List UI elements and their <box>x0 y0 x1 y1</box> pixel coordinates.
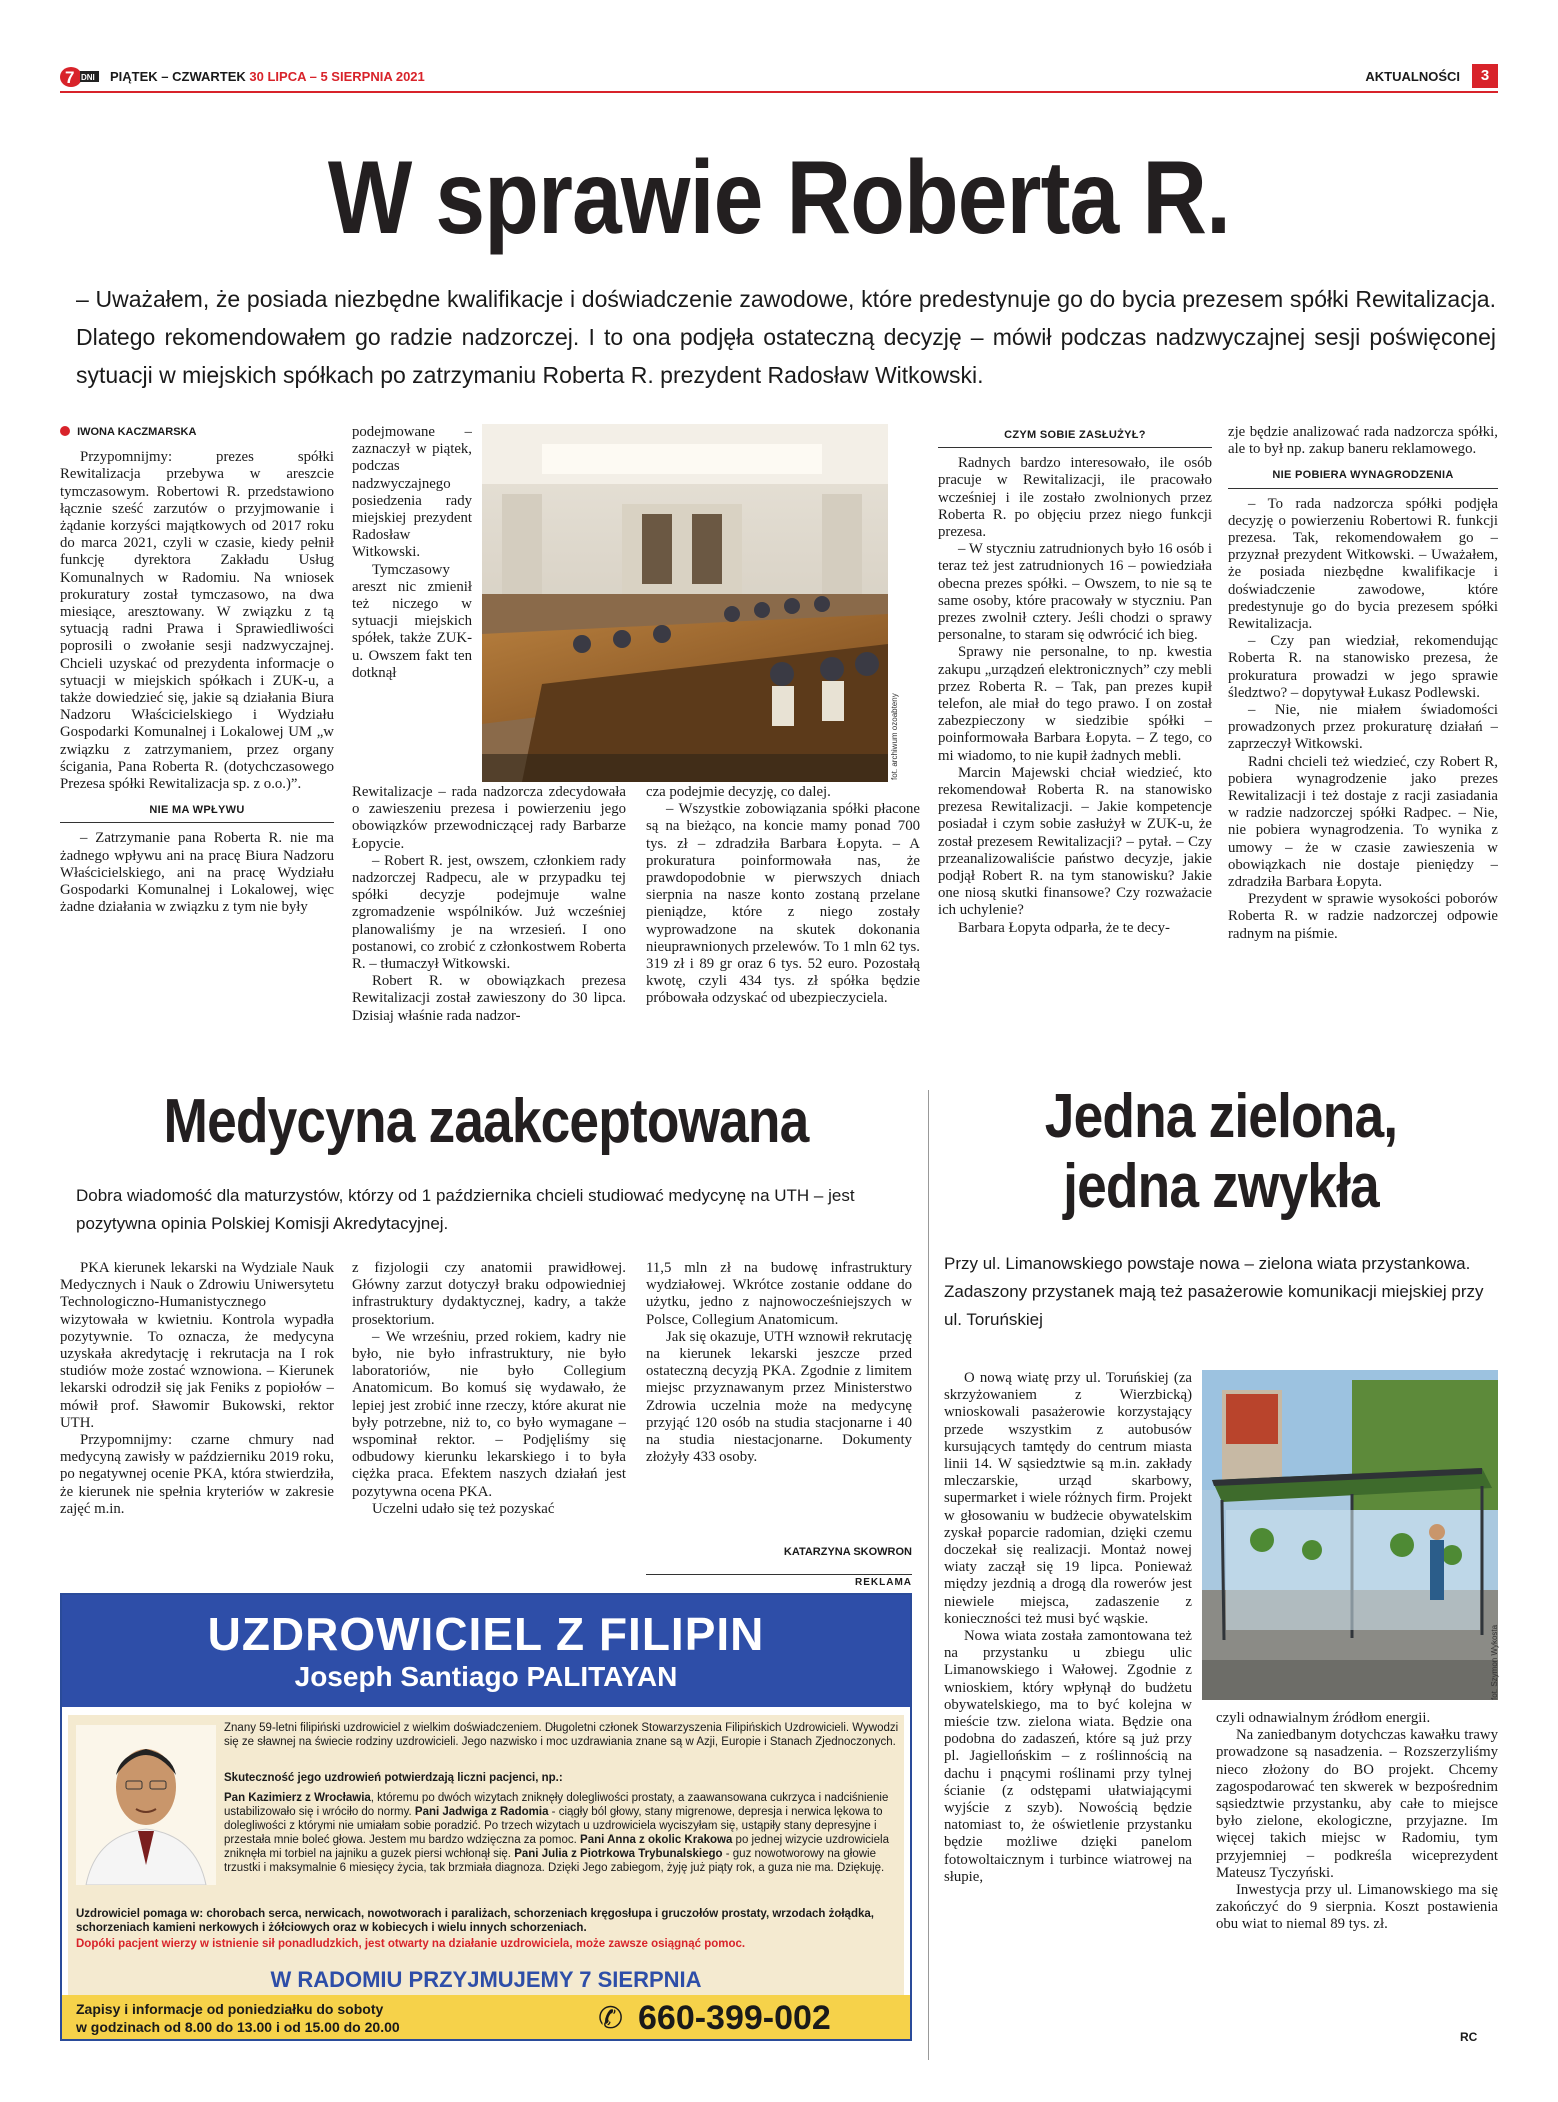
paragraph: – Wszystkie zobowiązania spółki płacone są na bieżąco, na koncie mamy ponad 700 tys. zł – zdradziła Barbara Łopyta. – A prokuratura poinformowała nas, że prawdopodobnie w pierwszych dniach sierpnia na nasze konto zostaną przelane pieniądze, które z niego zostały wyprowadzone na skutek dokonania nieuprawnionych przelewów. To 1 mln 62 tys. 319 zł i 89 gr oraz 6 tys. 52 euro. Pozostałą kwotę, czyli 434 tys. zł spółka będzie próbowała odzyskać od ubezpieczyciela. <box>646 801 920 1007</box>
council-session-photo <box>482 424 888 782</box>
medicine-col-1 <box>60 1260 334 1570</box>
medicine-author: KATARZYNA SKOWRON <box>783 1546 912 1558</box>
medicine-col-3 <box>646 1260 912 1540</box>
date-prefix: PIĄTEK – CZWARTEK <box>110 69 246 84</box>
logo-mark-icon <box>60 66 100 88</box>
paragraph: 11,5 mln zł na budowę infrastruktury wydziałowej. Wkrótce zostanie oddane do użytku, jedno z najnowocześniejszych w Polsce, Collegium Anatomicum. <box>646 1260 912 1328</box>
paragraph: Przypomnijmy: prezes spółki Rewitalizacja przebywa w areszcie tymczasowym. Robertowi R. przedstawiono łącznie sześć zarzutów o przyjmowanie i żądanie korzyści majątkowych od 2017 roku do marca 2021, czyli w czasie, kiedy pełnił funkcję dyrektora Zakładu Usług Komunalnych w Radomiu. Na wniosek prokuratury został tymczasowo, na dwa miesiące, aresztowany. W związku z tą sytuacją radni Prawa i Sprawiedliwości poprosili o zwołanie sesji nadzwyczajnej. Chcieli uzyskać od prezydenta informacje o sytuacji w miejskich spółkach i ZUK-u, a także dowiedzieć się, jakie są działania Biura Nadzoru Właścicielskiego i Wydziału Gospodarki Komunalnej i Lokalowej UM „w związku z zatrzymaniem, przez organy ścigania, Pana Roberta R. (dotychczasowego Prezesa spółki Rewitalizacja sp. z o.o.)”. <box>60 449 334 793</box>
main-col-5 <box>1228 424 1498 1064</box>
testimonial-text: po jednej wizycie uzdrowiciela zniknęła mi torbiel na jajniku a guzek piersi wchłonął się. <box>224 1834 889 1860</box>
logo-number: 7 <box>65 68 75 87</box>
paragraph: z fizjologii czy anatomii prawidłowej. Główny zarzut dotyczył braku odpowiedniej infrastruktury dydaktycznej, kadry, a także prosektorium. <box>352 1260 626 1328</box>
paragraph: Marcin Majewski chciał wiedzieć, kto rekomendował Roberta R. na stanowisko prezesa Rewitalizacji. – Jakie kompetencje posiadał i czym sobie zasłużył w ZUK-u, że został prezesem Rewitalizacji? – pytał. – Czy przeanalizowaliście państwo decyzje, jakie podjął Robert R. na tym stanowisku? Jakie one niosą skutki finansowe? Czy rozważacie ich uchylenie? <box>938 764 1212 919</box>
council-session-image <box>482 424 888 782</box>
shelter-headline-2: jedna zwykła <box>1063 1152 1379 1221</box>
testimonial-text: - ciągły ból głowy, stany migrenowe, depresja i nerwica lękowa to dolegliwości z którymi nie umiałam sobie poradzić. Po trzech wizytach u uzdrowiciela wyciszyłam się, ustąpiły stany depresyjne i przestała mnie boleć głowa. Jestem mu bardzo wdzięczna za pomoc. <box>224 1806 883 1846</box>
main-lead: – Uważałem, że posiada niezbędne kwalifikacje i doświadczenie zawodowe, które predestynuje go do bycia prezesem spółki Rewitalizacja. Dlatego rekomendowałem go radzie nadzorczej. I to ona podjęła ostateczną decyzję – mówił podczas nadzwyczajnej sesji poświęconej sytuacji w miejskich spółkach po zatrzymaniu Roberta R. prezydent Radosław Witkowski. <box>76 286 1496 388</box>
paragraph: Nowa wiata została zamontowana też na przystanku u zbiegu ulic Limanowskiego i Wałowej. Zgodnie z wnioskiem, który wpłynął do budżetu obywatelskiego, ma to być kolejna w mieście tzw. zielona wiata. Będzie ona podobna do zadaszeń, które są już przy pl. Jagiellońskim – z roślinnością na dachu i pnącymi roślinami przy tylnej ścianie (z odstępami ułatwiającymi wyjście z szyb). Nowością będzie natomiast to, że oświetlenie przystanku będzie możliwe dzięki panelom fotowoltaicznym i turbince wiatrowej na słupie, <box>944 1628 1192 1885</box>
photo-credit: fot. archiwum ozoabteny <box>890 693 899 780</box>
paragraph: Barbara Łopyta odparła, że te decy- <box>958 919 1170 936</box>
page-number: 3 <box>1472 64 1498 88</box>
paragraph: podejmowane – zaznaczył w piątek, podczas nadzwyczajnego posiedzenia rady miejskiej prezydent Radosław Witkowski. <box>352 424 472 561</box>
paragraph: Robert R. w obowiązkach prezesa Rewitalizacji został zawieszony do 30 lipca. Dzisiaj właśnie rada nadzor- <box>352 973 626 1024</box>
paragraph: Na zaniedbanym dotychczas kawałku trawy prowadzone są nasadzenia. – Rozszerzyliśmy nieco złożony do BO projekt. Chcemy zagospodarować ten skwerek w bezpośrednim sąsiedztwie przystanku, aby całe to miejsce było zielone, ekologiczne, przyjazne. Im więcej takich miejsc w Radomiu, tym przyjemniej – podkreśla wiceprezydent Mateusz Tyczyński. <box>1216 1727 1498 1881</box>
testimonial-name: Pani Anna z okolic Krakowa <box>580 1834 733 1846</box>
subheading: NIE POBIERA WYNAGRODZENIA <box>1228 464 1498 488</box>
paragraph: PKA kierunek lekarski na Wydziale Nauk Medycznych i Nauk o Zdrowiu Uniwersytetu Technologiczno-Humanistycznego wizytowała w kwietniu. Kontrola wypadła pozytywnie. To oznacza, że medycyna uzyskała akredytację i rekrutacja na I rok studiów może zostać wznowiona. – Kierunek lekarski odrodził się jak Feniks z popiołów – mówił prof. Sławomir Bukowski, rektor UTH. <box>60 1260 334 1431</box>
paragraph: Prezydent w sprawie wysokości poborów Roberta R. w radzie nadzorczej odpowie radnym na piśmie. <box>1228 891 1498 942</box>
paragraph: Przypomnijmy: czarne chmury nad medycyną zawisły w październiku 2019 roku, po negatywnej ocenie PKA, która stwierdziła, że kierunek nie spełnia kryteriów w zakresie zajęć m.in. <box>60 1432 334 1517</box>
section-name: AKTUALNOŚCI <box>1365 69 1460 84</box>
paragraph: – To rada nadzorcza spółki podjęła decyzję o powierzeniu Robertowi R. funkcji prezesa. Tak, rekomendowałem go – przyznał prezydent Witkowski. – Uważałem, że posiada niezbędne kwalifikacje i doświadczenie zawodowe, które predestynuje go do bycia prezesem spółki Rewitalizacja. <box>1228 495 1498 633</box>
main-col-2-top <box>352 424 472 784</box>
healer-advertisement <box>60 1593 912 2041</box>
bus-shelter-image <box>1202 1370 1498 1700</box>
portrait-image <box>76 1725 216 1885</box>
ad-healer-name: Joseph Santiago PALITAYAN <box>294 1661 678 1692</box>
page-header <box>60 64 1498 94</box>
ad-title-band <box>62 1595 910 1707</box>
shelter-signature: RC <box>1460 2030 1478 2044</box>
main-col-2-bottom <box>352 784 626 1064</box>
date-range: 30 LIPCA – 5 SIERPNIA 2021 <box>249 69 425 84</box>
ad-testimonials <box>224 1791 900 1875</box>
main-col-1 <box>60 424 334 1064</box>
ad-phone: 660-399-002 <box>638 1999 831 2037</box>
logo <box>60 66 100 88</box>
testimonial-name: Pani Jadwiga z Radomia <box>414 1806 549 1818</box>
author-name: IWONA KACZMARSKA <box>77 426 197 438</box>
byline-dot-icon <box>60 426 70 436</box>
header-rule <box>60 91 1498 93</box>
shelter-col-1 <box>944 1370 1192 2050</box>
ad-label: REKLAMA <box>646 1574 912 1588</box>
logo-sub: DNI <box>81 73 95 82</box>
main-col-4 <box>938 424 1212 1064</box>
paragraph: Sprawy nie personalne, to np. kwestia zakupu „urządzeń elektronicznych” czy mebli przez Roberta R. – Tak, pan prezes kupił telefon, ale miał do tego prawo. I on został zabezpieczony w siedzibie spółki – poinformowała Barbara Łopyta. – Z tego, co mi wiadomo, to nie kupił żadnych mebli. <box>938 644 1212 764</box>
testimonial-text: , któremu po dwóch wizytach zniknęły dolegliwości prostaty, a zaawansowana cukrzyca i nadciśnienie ustabilizowało się i wróciło do normy. <box>224 1792 889 1818</box>
paragraph: Jak się okazuje, UTH wznowił rekrutację na kierunek lekarski jeszcze przed ostateczną decyzją PKA. Zgodnie z limitem miejsc przyznawanym przez Ministerstwo Zdrowia uczelnia może na medycynę przyjąć 120 osób na studia stacjonarne i 40 na studia niestacjonarne. Dokumenty złożyły 433 osoby. <box>646 1328 912 1466</box>
bus-shelter-photo <box>1202 1370 1498 1700</box>
medicine-col-2 <box>352 1260 626 1570</box>
shelter-headline-1: Jedna zielona, <box>1044 1082 1398 1151</box>
ad-hours-2: w godzinach od 8.00 do 13.00 i od 15.00 do 20.00 <box>76 2019 400 2035</box>
ad-hours-1: Zapisy i informacje od poniedziałku do soboty <box>76 2001 384 2017</box>
main-col-3 <box>646 784 920 1064</box>
paragraph: Uczelni udało się też pozyskać <box>372 1500 555 1517</box>
subheading: NIE MA WPŁYWU <box>60 799 334 823</box>
paragraph: O nową wiatę przy ul. Toruńskiej (za skrzyżowaniem z Wierzbicką) wnioskowali pasażerowie korzystający przede wszystkim z autobusów kursujących tamtędy do centrum miasta linii 14. W sąsiedztwie są m.in. zakłady mleczarskie, urząd skarbowy, supermarket i wiele różnych firm. Projekt w głosowaniu w budżecie obywatelskim zyskał poparcie radomian, dzięki czemu doczekał się realizacji. Montaż nowej wiaty zaczął się 19 lipca. Ponieważ między jezdnią a drogą dla rowerów jest niewiele miejsca, zadaszenie z konieczności też musi być wąskie. <box>944 1370 1192 1627</box>
section-divider <box>928 1090 929 2060</box>
ad-belief: Dopóki pacjent wierzy w istnienie sił ponadludzkich, jest otwarty na działanie uzdrowiciela, może zawsze osiągnąć pomoc. <box>76 1938 746 1950</box>
paragraph: – Nie, nie miałem świadomości prowadzonych przez prokuraturę działań – zaprzeczył Witkowski. <box>1228 702 1498 753</box>
ad-testimonials-heading: Skuteczność jego uzdrowień potwierdzają liczni pacjenci, np.: <box>224 1772 563 1784</box>
ad-conditions: Uzdrowiciel pomaga w: chorobach serca, nerwicach, nowotworach i paraliżach, schorzeniach kręgosłupa i gruczołów prostaty, wrzodach żołądka, schorzeniach kamieni nerkowych i żółciowych oraz w kobiecych i wielu innych schorzeniach. <box>76 1908 874 1934</box>
paragraph: czyli odnawialnym źródłom energii. <box>1216 1710 1431 1726</box>
paragraph: Radni chcieli też wiedzieć, czy Robert R, pobiera wynagrodzenie jako prezes Rewitalizacji i też dostaje z racji zasiadania w radzie nadzorczej spółki Radpec. – Nie, nie pobiera wynagrodzenia. To wynika z umowy – że w czasie zawieszenia w obowiązkach nie dostaje pieniędzy – zdradziła Barbara Łopyta. <box>1228 753 1498 891</box>
paragraph: Inwestycja przy ul. Limanowskiego ma się zakończyć do 9 sierpnia. Koszt postawienia obu wiat to niemal 89 tys. zł. <box>1216 1882 1498 1933</box>
paragraph: – Czy pan wiedział, rekomendując Roberta R. na stanowisko prezesa, że prokuratura prowadzi w jego sprawie śledztwo? – dopytywał Łukasz Podlewski. <box>1228 633 1498 701</box>
ad-phone-icon: ✆ <box>598 2002 624 2035</box>
ad-title: UZDROWICIEL Z FILIPIN <box>207 1608 765 1660</box>
paragraph: cza podejmie decyzję, co dalej. <box>646 784 831 800</box>
subheading: CZYM SOBIE ZASŁUŻYŁ? <box>938 424 1212 448</box>
paragraph: – W styczniu zatrudnionych było 16 osób i teraz też jest zatrudnionych 16 – powiedziała obecna prezes spółki. – Owszem, to nie są te same osoby, które pracowały w styczniu. Pan prezes zwolnił cztery. Jeśli chodzi o sprawy personalne, to staram się odwrócić ich bieg. <box>938 541 1212 644</box>
testimonial-name: Pani Julia z Piotrkowa Trybunalskiego <box>514 1848 723 1860</box>
paragraph: – Zatrzymanie pana Roberta R. nie ma żadnego wpływu ani na pracę Biura Nadzoru Właścicielskiego, ani na pracę Wydziału Gospodarki Komunalnej i Lokalowej, więc żadne działania w związku z tym nie były <box>60 830 334 916</box>
main-headline: W sprawie Roberta R. <box>327 140 1231 256</box>
healer-portrait <box>76 1725 216 1885</box>
issue-date <box>110 69 425 84</box>
paragraph: – We wrześniu, przed rokiem, kadry nie było, nie było infrastruktury, nie było laboratoriów, nie było Collegium Anatomicum. Bo komuś się wydawało, że lepiej jest zrobić inne rzeczy, które akurat nie były potrzebne, niż to, co było wymagane – wspominał rektor. – Podjęliśmy się odbudowy kierunku lekarskiego i to była ciężka praca. Efektem naszych działań jest pozytywna ocena PKA. <box>352 1328 626 1500</box>
medicine-headline: Medycyna zaakceptowana <box>163 1087 809 1156</box>
ad-intro: Znany 59-letni filipiński uzdrowiciel z wielkim doświadczeniem. Długoletni członek Stowarzyszenia Filipińskich Uzdrowicieli. Wywodzi się ze sławnej na świecie rodziny uzdrowicieli. Jego nazwisko i moc uzdrawiania znane są w Azji, Europie i Stanach Zjednoczonych. <box>224 1722 899 1748</box>
testimonial-name: Pan Kazimierz z Wrocławia <box>224 1792 371 1804</box>
paragraph: Radnych bardzo interesowało, ile osób pracuje w Rewitalizacji, ile pracowało wcześniej i ile zostało zwolnionych przez Roberta R. po objęciu przez niego funkcji prezesa. <box>938 455 1212 541</box>
ad-contact-bar <box>62 1995 910 2041</box>
paragraph: Rewitalizacje – rada nadzorcza zdecydowała o zawieszeniu prezesa i powierzeniu jego obowiązków przewodniczącej rady Barbarze Łopycie. <box>352 784 626 852</box>
testimonial-text: - guz nowotworowy na głowie trzustki i maksymalnie 6 miesięcy życia, tak brzmiała diagnoza. Dzięki Jego zabiegom, żyję już piąty rok, a guza nie ma. Dziękuję. <box>224 1848 885 1874</box>
paragraph: – Robert R. jest, owszem, członkiem rady nadzorczej Radpecu, ale w przypadku tej spółki decyzje podejmuje walne zgromadzenie wspólników. Już wcześniej planowaliśmy je na wrzesień. I ono postanowi, co zrobić z członkostwem Roberta R. – tłumaczył Witkowski. <box>352 852 626 973</box>
medicine-lead: Dobra wiadomość dla maturzystów, którzy od 1 października chcieli studiować medycynę na UTH – jest pozytywna opinia Polskiej Komisji Akredytacyjnej. <box>76 1186 855 1233</box>
ad-city-banner: W RADOMIU PRZYJMUJEMY 7 SIERPNIA <box>270 1967 702 1992</box>
paragraph: Tymczasowy areszt nic zmienił też niczego w sytuacji miejskich spółek, także ZUK-u. Owszem fakt ten dotknął <box>352 561 472 681</box>
shelter-lead: Przy ul. Limanowskiego powstaje nowa – zielona wiata przystankowa. Zadaszony przystanek mają też pasażerowie komunikacji miejskiej przy ul. Toruńskiej <box>944 1254 1484 1329</box>
shelter-photo-credit: fot. Szymon Wykosta <box>1490 1624 1499 1700</box>
paragraph: zje będzie analizować rada nadzorcza spółki, ale to był np. zakup baneru reklamowego. <box>1228 424 1498 458</box>
byline <box>60 424 334 441</box>
shelter-col-2 <box>1216 1710 1498 2020</box>
